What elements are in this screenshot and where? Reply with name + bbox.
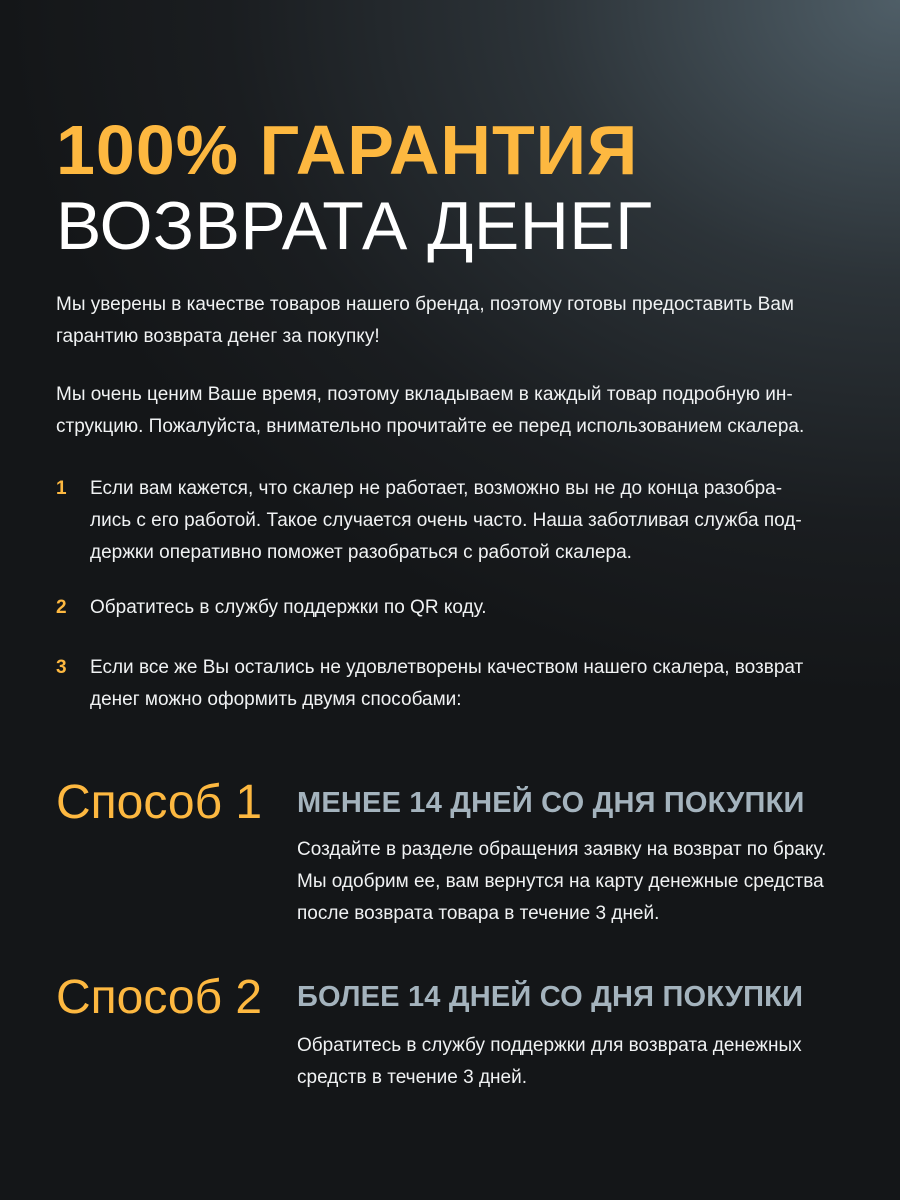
step-text-line: лись с его работой. Такое случается очень часто. Наша заботливая служба под- xyxy=(90,510,802,531)
step-text-line: денег можно оформить двумя способами: xyxy=(90,689,462,710)
step-text xyxy=(90,592,850,624)
method-1-description-line: Создайте в разделе обращения заявку на возврат по браку. xyxy=(297,839,827,860)
page-title: ВОЗВРАТА ДЕНЕГ xyxy=(56,188,653,264)
step-text-line: держки оперативно поможет разобраться с работой скалера. xyxy=(90,542,632,563)
step-text-line: Если все же Вы остались не удовлетворены качеством нашего скалера, возврат xyxy=(90,657,804,678)
intro-paragraph-1 xyxy=(56,289,856,353)
intro-paragraph-1-line: гарантию возврата денег за покупку! xyxy=(56,326,380,347)
title-accent: 100% ГАРАНТИЯ xyxy=(56,111,639,189)
step-text xyxy=(90,473,850,569)
method-2-heading: БОЛЕЕ 14 ДНЕЙ СО ДНЯ ПОКУПКИ xyxy=(297,981,804,1013)
step-number: 2 xyxy=(56,597,67,618)
intro-paragraph-1-line: Мы уверены в качестве товаров нашего бренда, поэтому готовы предоставить Вам xyxy=(56,294,794,315)
method-2-label: Способ 2 xyxy=(56,971,263,1024)
method-1-description xyxy=(297,834,867,930)
step-text-line: Обратитесь в службу поддержки по QR коду. xyxy=(90,597,487,618)
method-1-heading: МЕНЕЕ 14 ДНЕЙ СО ДНЯ ПОКУПКИ xyxy=(297,787,805,819)
method-1-label: Способ 1 xyxy=(56,776,263,829)
method-2-description-line: средств в течение 3 дней. xyxy=(297,1067,527,1088)
method-2-description xyxy=(297,1030,867,1094)
step-number: 3 xyxy=(56,657,67,678)
step-number: 1 xyxy=(56,478,67,499)
intro-paragraph-2-line: Мы очень ценим Ваше время, поэтому вкладываем в каждый товар подробную ин- xyxy=(56,384,793,405)
method-1-description-line: после возврата товара в течение 3 дней. xyxy=(297,903,660,924)
method-1-description-line: Мы одобрим ее, вам вернутся на карту денежные средства xyxy=(297,871,824,892)
intro-paragraph-2-line: струкцию. Пожалуйста, внимательно прочитайте ее перед использованием скалера. xyxy=(56,416,805,437)
intro-paragraph-2 xyxy=(56,379,856,443)
step-text-line: Если вам кажется, что скалер не работает, возможно вы не до конца разобра- xyxy=(90,478,783,499)
method-2-description-line: Обратитесь в службу поддержки для возврата денежных xyxy=(297,1035,802,1056)
step-text xyxy=(90,652,850,716)
